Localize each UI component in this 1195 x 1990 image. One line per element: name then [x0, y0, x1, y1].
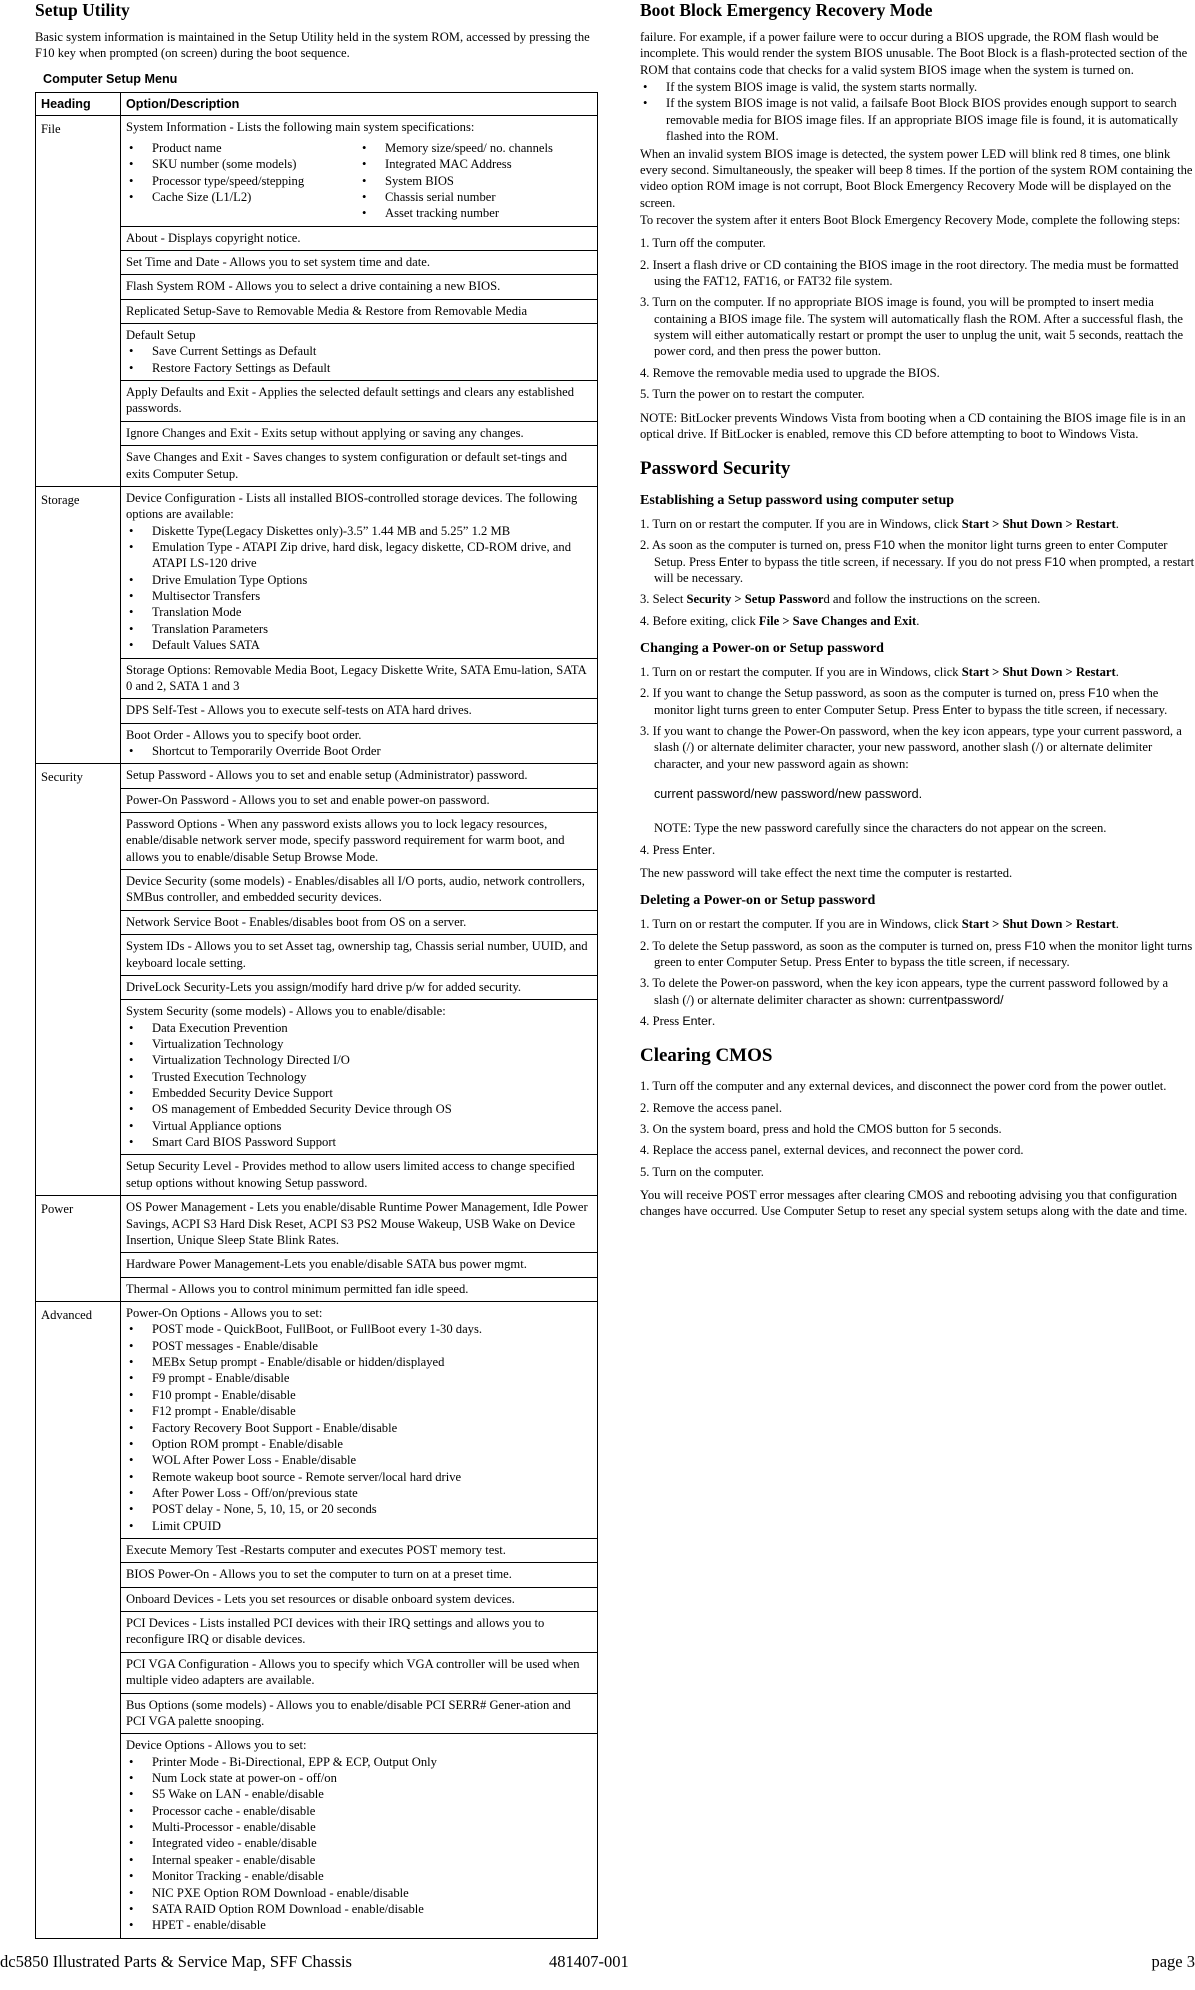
list-item: • Internal speaker - enable/disable [126, 1852, 592, 1868]
network-service-boot: Network Service Boot - Enables/disables boot from OS on a server. [121, 911, 597, 935]
clearing-cmos-title: Clearing CMOS [640, 1045, 773, 1067]
deleting-password-title: Deleting a Power-on or Setup password [640, 893, 876, 909]
list-item: 3. If you want to change the Power-On password, when the key icon appears, type your current password, a slash (/) or alternate delimiter character, your new password, another slash (/) or alternate delimiter character, and your new password again as shown: [640, 723, 1182, 771]
footer-doc-title: dc5850 Illustrated Parts & Service Map, SFF Chassis [0, 1952, 352, 1971]
password-options: Password Options - When any password exists allows you to lock legacy resources, enable/disable network server mode, specify password requirement for warm boot, and allows you to enable/disable Setup Browse Mode. [121, 813, 597, 870]
list-item: 1. Turn on or restart the computer. If you are in Windows, click Start > Shut Down > Restart. [640, 917, 1119, 932]
about-option: About - Displays copyright notice. [121, 227, 597, 251]
system-ids: System IDs - Allows you to set Asset tag, ownership tag, Chassis serial number, UUID, and keyboard locale setting. [121, 935, 597, 976]
list-item: • S5 Wake on LAN - enable/disable [126, 1786, 592, 1802]
set-time-option: Set Time and Date - Allows you to set system time and date. [121, 251, 597, 275]
list-item: • POST delay - None, 5, 10, 15, or 20 seconds [126, 1501, 592, 1517]
list-item: 3. Select Security > Setup Password and follow the instructions on the screen. [640, 592, 1041, 607]
boot-block-recover-text: To recover the system after it enters Boot Block Emergency Recovery Mode, complete the following steps: [640, 212, 1181, 227]
clearing-cmos-steps [640, 1078, 1195, 1180]
new-password-note: The new password will take effect the next time the computer is restarted. [640, 866, 1013, 881]
list-item: 3. On the system board, press and hold the CMOS button for 5 seconds. [640, 1121, 1002, 1136]
list-item: • F9 prompt - Enable/disable [126, 1370, 592, 1386]
password-security-title: Password Security [640, 458, 791, 480]
list-item: 2. As soon as the computer is turned on, press F10 when the monitor light turns green to enter Computer Setup. Press Enter to bypass the title screen, if necessary. If you do not press F10 when prompted, a restart will be necessary. [640, 538, 1195, 585]
list-item: • If the system BIOS image is valid, the system starts normally. [640, 79, 1195, 95]
changing-password-step-4 [640, 842, 1195, 858]
list-item: • Option ROM prompt - Enable/disable [126, 1436, 592, 1452]
poweron-options: Power-On Options - Allows you to set: • POST mode - QuickBoot, FullBoot, or FullBoot every 1-30 days. • POST messages - Enable/disable • MEBx Setup prompt - Enable/disable or hidden/displayed • F9 prompt - Enable/disable • F10 prompt - Enable/disable • F12 prompt - Enable/disable • Factory Recovery Boot Support - Enable/disable • Option ROM prompt - Enable/disable • WOL After Power Loss - Enable/disable • Remote wakeup boot source - Remote server/local hard drive • After Power Loss - Off/on/previous state • POST delay - None, 5, 10, 15, or 20 seconds • Limit CPUID [121, 1302, 597, 1539]
list-item: • HPET - enable/disable [126, 1917, 592, 1933]
list-item: • Diskette Type(Legacy Diskettes only)-3.5” 1.44 MB and 5.25” 1.2 MB [126, 523, 592, 539]
list-item: 3. Turn on the computer. If no appropriate BIOS image is found, you will be prompted to insert media containing a BIOS image file. The system will automatically flash the ROM. After a successful flash, the system will either automatically restart or prompt the user to unplug the unit, wait 5 seconds, reattach the power cord, and then press the power button. [640, 295, 1184, 359]
list-item: • POST mode - QuickBoot, FullBoot, or FullBoot every 1-30 days. [126, 1321, 592, 1337]
list-item: 4. Remove the removable media used to upgrade the BIOS. [640, 365, 940, 380]
device-options-list [126, 1754, 592, 1934]
list-item: 1. Turn on or restart the computer. If you are in Windows, click Start > Shut Down > Restart. [640, 664, 1119, 679]
power-heading: Power [36, 1196, 121, 1302]
list-item: • Trusted Execution Technology [126, 1069, 592, 1085]
boot-block-led-text: When an invalid system BIOS image is detected, the system power LED will blink red 8 times, one blink every second. Simultaneously, the speaker will beep 8 times. If the portion of the system ROM containing the video option ROM image is not corrupt, Boot Block Emergency Recovery Mode will be displayed on the screen. [640, 146, 1193, 210]
bios-poweron-option: BIOS Power-On - Allows you to set the computer to turn on at a preset time. [121, 1563, 597, 1587]
advanced-section [36, 1302, 598, 1939]
changing-password-title: Changing a Power-on or Setup password [640, 641, 884, 657]
col-heading: Heading [36, 93, 121, 116]
footer-page-number: page 3 [1151, 1952, 1195, 1971]
list-item: • Printer Mode - Bi-Directional, EPP & ECP, Output Only [126, 1754, 592, 1770]
list-item: 3. To delete the Power-on password, when the key icon appears, type the current password followed by a slash (/) or alternate delimiter character as shown: currentpassword/ [640, 976, 1169, 1007]
boot-block-bullets [640, 79, 1195, 144]
dps-self-test: DPS Self-Test - Allows you to execute self-tests on ATA hard drives. [121, 699, 597, 723]
list-item: 2. Remove the access panel. [640, 1100, 782, 1115]
list-item: 1. Turn off the computer and any external devices, and disconnect the power cord from the power outlet. [640, 1079, 1167, 1094]
list-item: • WOL After Power Loss - Enable/disable [126, 1452, 592, 1468]
list-item: • Memory size/speed/ no. channels [359, 140, 592, 156]
list-item: 2. To delete the Setup password, as soon as the computer is turned on, press F10 when the monitor light turns green to enter Computer Setup. Press Enter to bypass the title screen, if necessary. [640, 938, 1193, 969]
poweron-options-list [126, 1321, 592, 1534]
device-configuration: Device Configuration - Lists all installed BIOS-controlled storage devices. The following options are available: • Diskette Type(Legacy Diskettes only)-3.5” 1.44 MB and 5.25” 1.2 MB • Emulation Type - ATAPI Zip drive, hard disk, legacy diskette, CD-ROM drive, and ATAPI LS-120 drive • Drive Emulation Type Options • Multisector Transfers • Translation Mode • Translation Parameters • Default Values SATA [121, 487, 597, 659]
system-security-list [126, 1020, 592, 1151]
device-config-list [126, 523, 592, 654]
changing-password-steps [640, 664, 1195, 772]
list-item: 5. Turn on the computer. [640, 1164, 764, 1179]
list-item: • Translation Mode [126, 604, 592, 620]
list-item: • F10 prompt - Enable/disable [126, 1387, 592, 1403]
list-item: • Save Current Settings as Default [126, 343, 592, 359]
list-item: 2. If you want to change the Setup password, as soon as the computer is turned on, press F10 when the monitor light turns green to enter Computer Setup. Press Enter to bypass the title screen, if necessary. [640, 686, 1168, 717]
default-setup-list [126, 343, 592, 376]
setup-security-level: Setup Security Level - Provides method to allow users limited access to change specified setup options without knowing Setup password. [126, 1159, 575, 1190]
computer-setup-menu-table [35, 92, 598, 1939]
password-example: current password/new password/new password. [654, 786, 923, 801]
apply-defaults-option: Apply Defaults and Exit - Applies the selected default settings and clears any established passwords. [121, 381, 597, 422]
left-column [35, 0, 597, 1939]
system-security: System Security (some models) - Allows you to enable/disable: • Data Execution Prevention • Virtualization Technology • Virtualization Technology Directed I/O • Trusted Execution Technology • Embedded Security Device Support • OS management of Embedded Security Device through OS • Virtual Appliance options • Smart Card BIOS Password Support [121, 1000, 597, 1155]
footer-part-number: 481407-001 [549, 1952, 629, 1971]
power-section [36, 1196, 598, 1302]
replicated-setup-option: Replicated Setup-Save to Removable Media & Restore from Removable Media [121, 300, 597, 324]
list-item: • OS management of Embedded Security Device through OS [126, 1101, 592, 1117]
setup-utility-intro: Basic system information is maintained in the Setup Utility held in the system ROM, accessed by pressing the F10 key when prompted (on screen) during the boot sequence. [35, 30, 590, 61]
list-item: • Smart Card BIOS Password Support [126, 1134, 592, 1150]
list-item: • F12 prompt - Enable/disable [126, 1403, 592, 1419]
list-item: • Factory Recovery Boot Support - Enable/disable [126, 1420, 592, 1436]
list-item: • Virtualization Technology Directed I/O [126, 1052, 592, 1068]
onboard-devices-option: Onboard Devices - Lets you set resources or disable onboard system devices. [121, 1588, 597, 1612]
list-item: 1. Turn on or restart the computer. If you are in Windows, click Start > Shut Down > Restart. [640, 516, 1119, 531]
list-item: • Chassis serial number [359, 189, 592, 205]
security-section [36, 764, 598, 1196]
table-header-row [36, 93, 598, 116]
os-power-management: OS Power Management - Lets you enable/disable Runtime Power Management, Idle Power Savings, ACPI S3 Hard Disk Reset, ACPI S3 PS2 Mouse Wakeup, USB Wake on Device Insertion, Unique Sleep State Blink Rates. [121, 1196, 597, 1253]
boot-order-list [126, 743, 592, 759]
file-heading: File [36, 116, 121, 486]
deleting-password-steps [640, 916, 1195, 1029]
list-item: • Processor cache - enable/disable [126, 1803, 592, 1819]
storage-section [36, 486, 598, 763]
default-setup-option: Default Setup • Save Current Settings as Default • Restore Factory Settings as Default [121, 324, 597, 381]
list-item: • Integrated MAC Address [359, 156, 592, 172]
security-heading: Security [36, 764, 121, 1196]
list-item: • Multisector Transfers [126, 588, 592, 604]
boot-block-title: Boot Block Emergency Recovery Mode [640, 0, 933, 20]
table-title: Computer Setup Menu [43, 71, 178, 86]
list-item: 5. Turn the power on to restart the computer. [640, 387, 865, 402]
right-column [640, 0, 1195, 1227]
setup-password-option: Setup Password - Allows you to set and enable setup (Administrator) password. [121, 764, 597, 788]
list-item: • Embedded Security Device Support [126, 1085, 592, 1101]
boot-order: Boot Order - Allows you to specify boot order. • Shortcut to Temporarily Override Boot Order [121, 724, 597, 764]
pci-devices-option: PCI Devices - Lists installed PCI devices with their IRQ settings and allows you to reconfigure IRQ or disable devices. [121, 1612, 597, 1653]
list-item: • MEBx Setup prompt - Enable/disable or hidden/displayed [126, 1354, 592, 1370]
list-item: • SATA RAID Option ROM Download - enable/disable [126, 1901, 592, 1917]
boot-block-intro: failure. For example, if a power failure were to occur during a BIOS upgrade, the ROM flash would be incomplete. This would render the system BIOS unusable. The Boot Block is a flash-protected section of the ROM that contains code that checks for a valid system BIOS image when the system is turned on. [640, 30, 1188, 77]
boot-block-steps [640, 235, 1195, 402]
list-item: • Integrated video - enable/disable [126, 1835, 592, 1851]
list-item: • If the system BIOS image is not valid, a failsafe Boot Block BIOS provides enough support to search removable media for BIOS image files. If an appropriate BIOS image file is found, it is automatically flashed into the ROM. [640, 95, 1195, 144]
list-item: • Multi-Processor - enable/disable [126, 1819, 592, 1835]
system-information: System Information - Lists the following main system specifications: • Product name • SKU number (some models) • Processor type/speed/stepping • Cache Size (L1/L2) • Memory size/speed/ no. channels • Integrated MAC Address • System BIOS • Chassis serial number • Asset tracking number [121, 116, 597, 226]
save-changes-option: Save Changes and Exit - Saves changes to system configuration or default set-tings and exits Computer Setup. [126, 450, 568, 481]
list-item: • Limit CPUID [126, 1518, 592, 1534]
storage-heading: Storage [36, 486, 121, 763]
establishing-password-title: Establishing a Setup password using computer setup [640, 493, 955, 509]
ignore-changes-option: Ignore Changes and Exit - Exits setup without applying or saving any changes. [121, 422, 597, 446]
list-item: • After Power Loss - Off/on/previous state [126, 1485, 592, 1501]
list-item: 4. Press Enter. [640, 842, 716, 857]
bitlocker-note: NOTE: BitLocker prevents Windows Vista from booting when a CD containing the BIOS image file is in an optical drive. If BitLocker is enabled, remove this CD before attempting to boot to Windows Vista. [640, 410, 1186, 441]
list-item: • Translation Parameters [126, 621, 592, 637]
list-item: 2. Insert a flash drive or CD containing the BIOS image in the root directory. The media must be formatted using the FAT12, FAT16, or FAT32 file system. [640, 257, 1179, 289]
list-item: • SKU number (some models) [126, 156, 359, 172]
setup-utility-title: Setup Utility [35, 0, 130, 20]
list-item: 1. Turn off the computer. [640, 236, 766, 251]
bus-options: Bus Options (some models) - Allows you to enable/disable PCI SERR# Gener-ation and PCI VGA palette snooping. [121, 1694, 597, 1735]
list-item: • Shortcut to Temporarily Override Boot Order [126, 743, 592, 759]
establishing-password-steps [640, 516, 1195, 629]
list-item: • Monitor Tracking - enable/disable [126, 1868, 592, 1884]
list-item: • NIC PXE Option ROM Download - enable/disable [126, 1885, 592, 1901]
poweron-password-option: Power-On Password - Allows you to set and enable power-on password. [121, 789, 597, 813]
list-item: • Asset tracking number [359, 205, 592, 221]
storage-options: Storage Options: Removable Media Boot, Legacy Diskette Write, SATA Emu-lation, SATA 0 and 2, SATA 1 and 3 [121, 659, 597, 700]
advanced-heading: Advanced [36, 1302, 121, 1939]
list-item: • Emulation Type - ATAPI Zip drive, hard disk, legacy diskette, CD-ROM drive, and ATAPI LS-120 drive [126, 539, 592, 572]
pci-vga-option: PCI VGA Configuration - Allows you to specify which VGA controller will be used when multiple video adapters are available. [121, 1653, 597, 1694]
list-item: • Drive Emulation Type Options [126, 572, 592, 588]
memory-test-option: Execute Memory Test -Restarts computer and executes POST memory test. [121, 1539, 597, 1563]
list-item: • Num Lock state at power-on - off/on [126, 1770, 592, 1786]
list-item: 4. Before exiting, click File > Save Changes and Exit. [640, 613, 920, 628]
sysinfo-list-2 [359, 140, 592, 222]
list-item: • POST messages - Enable/disable [126, 1338, 592, 1354]
clearing-cmos-note: You will receive POST error messages after clearing CMOS and rebooting advising you that configuration changes have occurred. Use Computer Setup to reset any special system setups along with the date and time. [640, 1187, 1188, 1219]
list-item: 4. Press Enter. [640, 1014, 716, 1028]
password-note: NOTE: Type the new password carefully since the characters do not appear on the screen. [654, 821, 1107, 836]
list-item: • Virtualization Technology [126, 1036, 592, 1052]
list-item: • Restore Factory Settings as Default [126, 360, 592, 376]
drivelock-security: DriveLock Security-Lets you assign/modify hard drive p/w for added security. [121, 976, 597, 1000]
list-item: • Data Execution Prevention [126, 1020, 592, 1036]
flash-rom-option: Flash System ROM - Allows you to select a drive containing a new BIOS. [121, 275, 597, 299]
list-item: • Remote wakeup boot source - Remote server/local hard drive [126, 1469, 592, 1485]
col-option: Option/Description [121, 93, 598, 116]
list-item: • Virtual Appliance options [126, 1118, 592, 1134]
device-options: Device Options - Allows you to set: • Printer Mode - Bi-Directional, EPP & ECP, Output Only • Num Lock state at power-on - off/on • S5 Wake on LAN - enable/disable • Processor cache - enable/disable • Multi-Processor - enable/disable • Integrated video - enable/disable • Internal speaker - enable/disable • Monitor Tracking - enable/disable • NIC PXE Option ROM Download - enable/disable • SATA RAID Option ROM Download - enable/disable • HPET - enable/disable [121, 1734, 597, 1937]
thermal-option: Thermal - Allows you to control minimum permitted fan idle speed. [126, 1281, 469, 1296]
list-item: 4. Replace the access panel, external devices, and reconnect the power cord. [640, 1143, 1024, 1158]
file-section [36, 116, 598, 486]
list-item: • Processor type/speed/stepping [126, 173, 359, 189]
list-item: • System BIOS [359, 173, 592, 189]
list-item: • Product name [126, 140, 359, 156]
list-item: • Cache Size (L1/L2) [126, 189, 359, 205]
list-item: • Default Values SATA [126, 637, 592, 653]
hardware-power-management: Hardware Power Management-Lets you enable/disable SATA bus power mgmt. [121, 1253, 597, 1277]
device-security: Device Security (some models) - Enables/disables all I/O ports, audio, network controllers, SMBus controller, and embedded security devices. [121, 870, 597, 911]
sysinfo-list-1 [126, 140, 359, 222]
